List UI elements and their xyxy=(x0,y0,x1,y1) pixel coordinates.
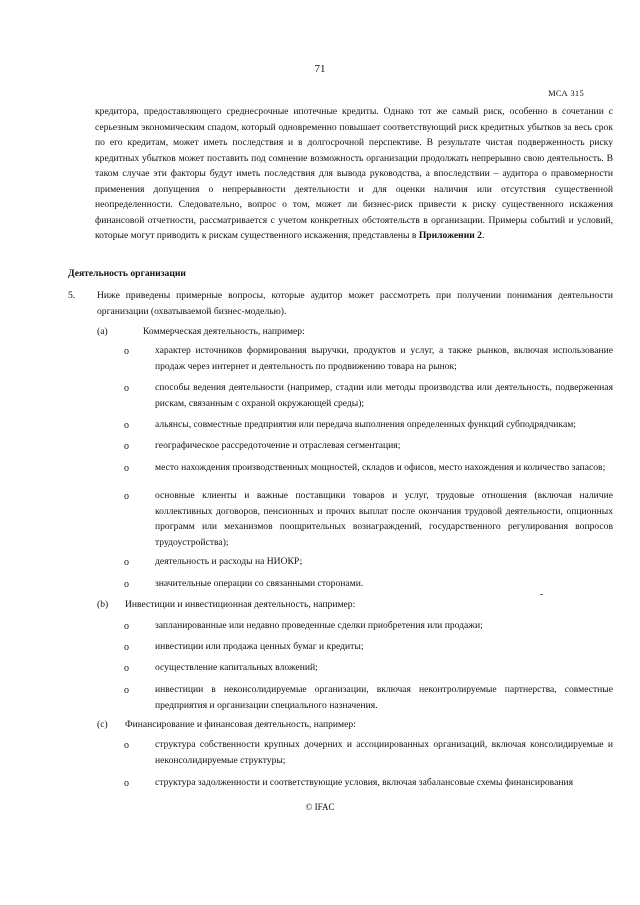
list-item: значительные операции со связанными сторонами. xyxy=(155,578,364,589)
list-item: структура собственности крупных дочерних и ассоциированных организаций, включая консолидируемые и неконсолидируемые структуры; xyxy=(155,739,613,766)
list-item: осуществление капитальных вложений; xyxy=(155,662,318,673)
scan-mark xyxy=(540,594,543,595)
bullet-icon: o xyxy=(124,685,129,696)
item-number: 5. xyxy=(68,290,76,301)
list-item: инвестиции или продажа ценных бумаг и кредиты; xyxy=(155,641,364,652)
bullet-icon: o xyxy=(124,441,129,452)
list-item: географическое рассредоточение и отраслевая сегментация; xyxy=(155,440,401,451)
bullet-icon: o xyxy=(124,557,129,568)
bullet-icon: o xyxy=(124,491,129,502)
standard-code: МСА 315 xyxy=(548,88,584,98)
copyright-footer: © IFAC xyxy=(305,802,335,812)
bullet-icon: o xyxy=(124,621,129,632)
list-item: инвестиции в неконсолидируемые организации, включая неконтролируемые партнерства, совместные предприятия и организации специального назначения. xyxy=(155,684,613,711)
bullet-icon: o xyxy=(124,420,129,431)
list-item: альянсы, совместные предприятия или передача выполнения определенных функций субподрядчикам; xyxy=(155,419,576,430)
intro-paragraph xyxy=(95,104,613,244)
bullet-icon: o xyxy=(124,778,129,789)
list-item: основные клиенты и важные поставщики товаров и услуг, трудовые отношения (включая наличие коллективных договоров, пенсионных и прочих выплат после окончания трудовой деятельности, опционных программ или механизмов поощрительных вознаграждений, государственного регулирования вопросов трудоустройства); xyxy=(155,490,613,548)
list-item: место нахождения производственных мощностей, складов и офисов, место нахождения и количество запасов; xyxy=(155,462,606,473)
list-item: характер источников формирования выручки, продуктов и услуг, а также рынков, включая использование продаж через интернет и деятельность по продвижению товара на рынок; xyxy=(155,345,613,372)
list-item: способы ведения деятельности (например, стадии или методы производства или деятельность, подверженная рискам, связанным с охраной окружающей среды); xyxy=(155,382,613,409)
item-text: Ниже приведены примерные вопросы, которые аудитор может рассмотреть при получении понимания деятельности организации (охватываемой бизнес-моделью). xyxy=(97,290,613,317)
subsection-title-c: Финансирование и финансовая деятельность, например: xyxy=(125,719,356,730)
intro-end: . xyxy=(481,230,485,241)
subsection-label-a: (a) xyxy=(97,326,108,337)
list-item: структура задолженности и соответствующие условия, включая забалансовые схемы финансирования xyxy=(155,777,574,788)
bullet-icon: o xyxy=(124,463,129,474)
appendix-reference: Приложении 2 xyxy=(418,230,482,241)
subsection-title-b: Инвестиции и инвестиционная деятельность, например: xyxy=(125,599,356,610)
bullet-icon: o xyxy=(124,346,129,357)
intro-text: кредитора, предоставляющего среднесрочные ипотечные кредиты. Однако тот же самый риск, особенно в сочетании с серьезным экономическим спадом, который одновременно повышает соответствующий риск кредитных убытков за весь срок по его кредитам, может иметь последствия и в долгосрочной перспективе. В результате чистая подверженность риску кредитных убытков может поставить под сомнение возможность организации продолжать непрерывно свою деятельность. В таком случае эти факторы будут иметь последствия для вывода руководства, а впоследствии – аудитора о правомерности применения допущения о непрерывности деятельности и для оценки наличия или отсутствия существенной неопределенности. Следовательно, вопрос о том, может ли бизнес-риск привести к риску существенного искажения финансовой отчетности, рассматривается с учетом конкретных обстоятельств в организации. Примеры событий и условий, которые могут приводить к рискам существенного искажения, представлены в xyxy=(95,106,613,241)
bullet-icon: o xyxy=(124,383,129,394)
bullet-icon: o xyxy=(124,642,129,653)
bullet-icon: o xyxy=(124,740,129,751)
list-item: запланированные или недавно проведенные сделки приобретения или продажи; xyxy=(155,620,483,631)
bullet-icon: o xyxy=(124,663,129,674)
list-item: деятельность и расходы на НИОКР; xyxy=(155,556,303,567)
subsection-label-b: (b) xyxy=(97,599,109,610)
bullet-icon: o xyxy=(124,579,129,590)
subsection-label-c: (c) xyxy=(97,719,108,730)
subsection-title-a: Коммерческая деятельность, например: xyxy=(143,326,305,337)
page-number: 71 xyxy=(314,63,326,75)
section-heading: Деятельность организации xyxy=(68,268,186,279)
